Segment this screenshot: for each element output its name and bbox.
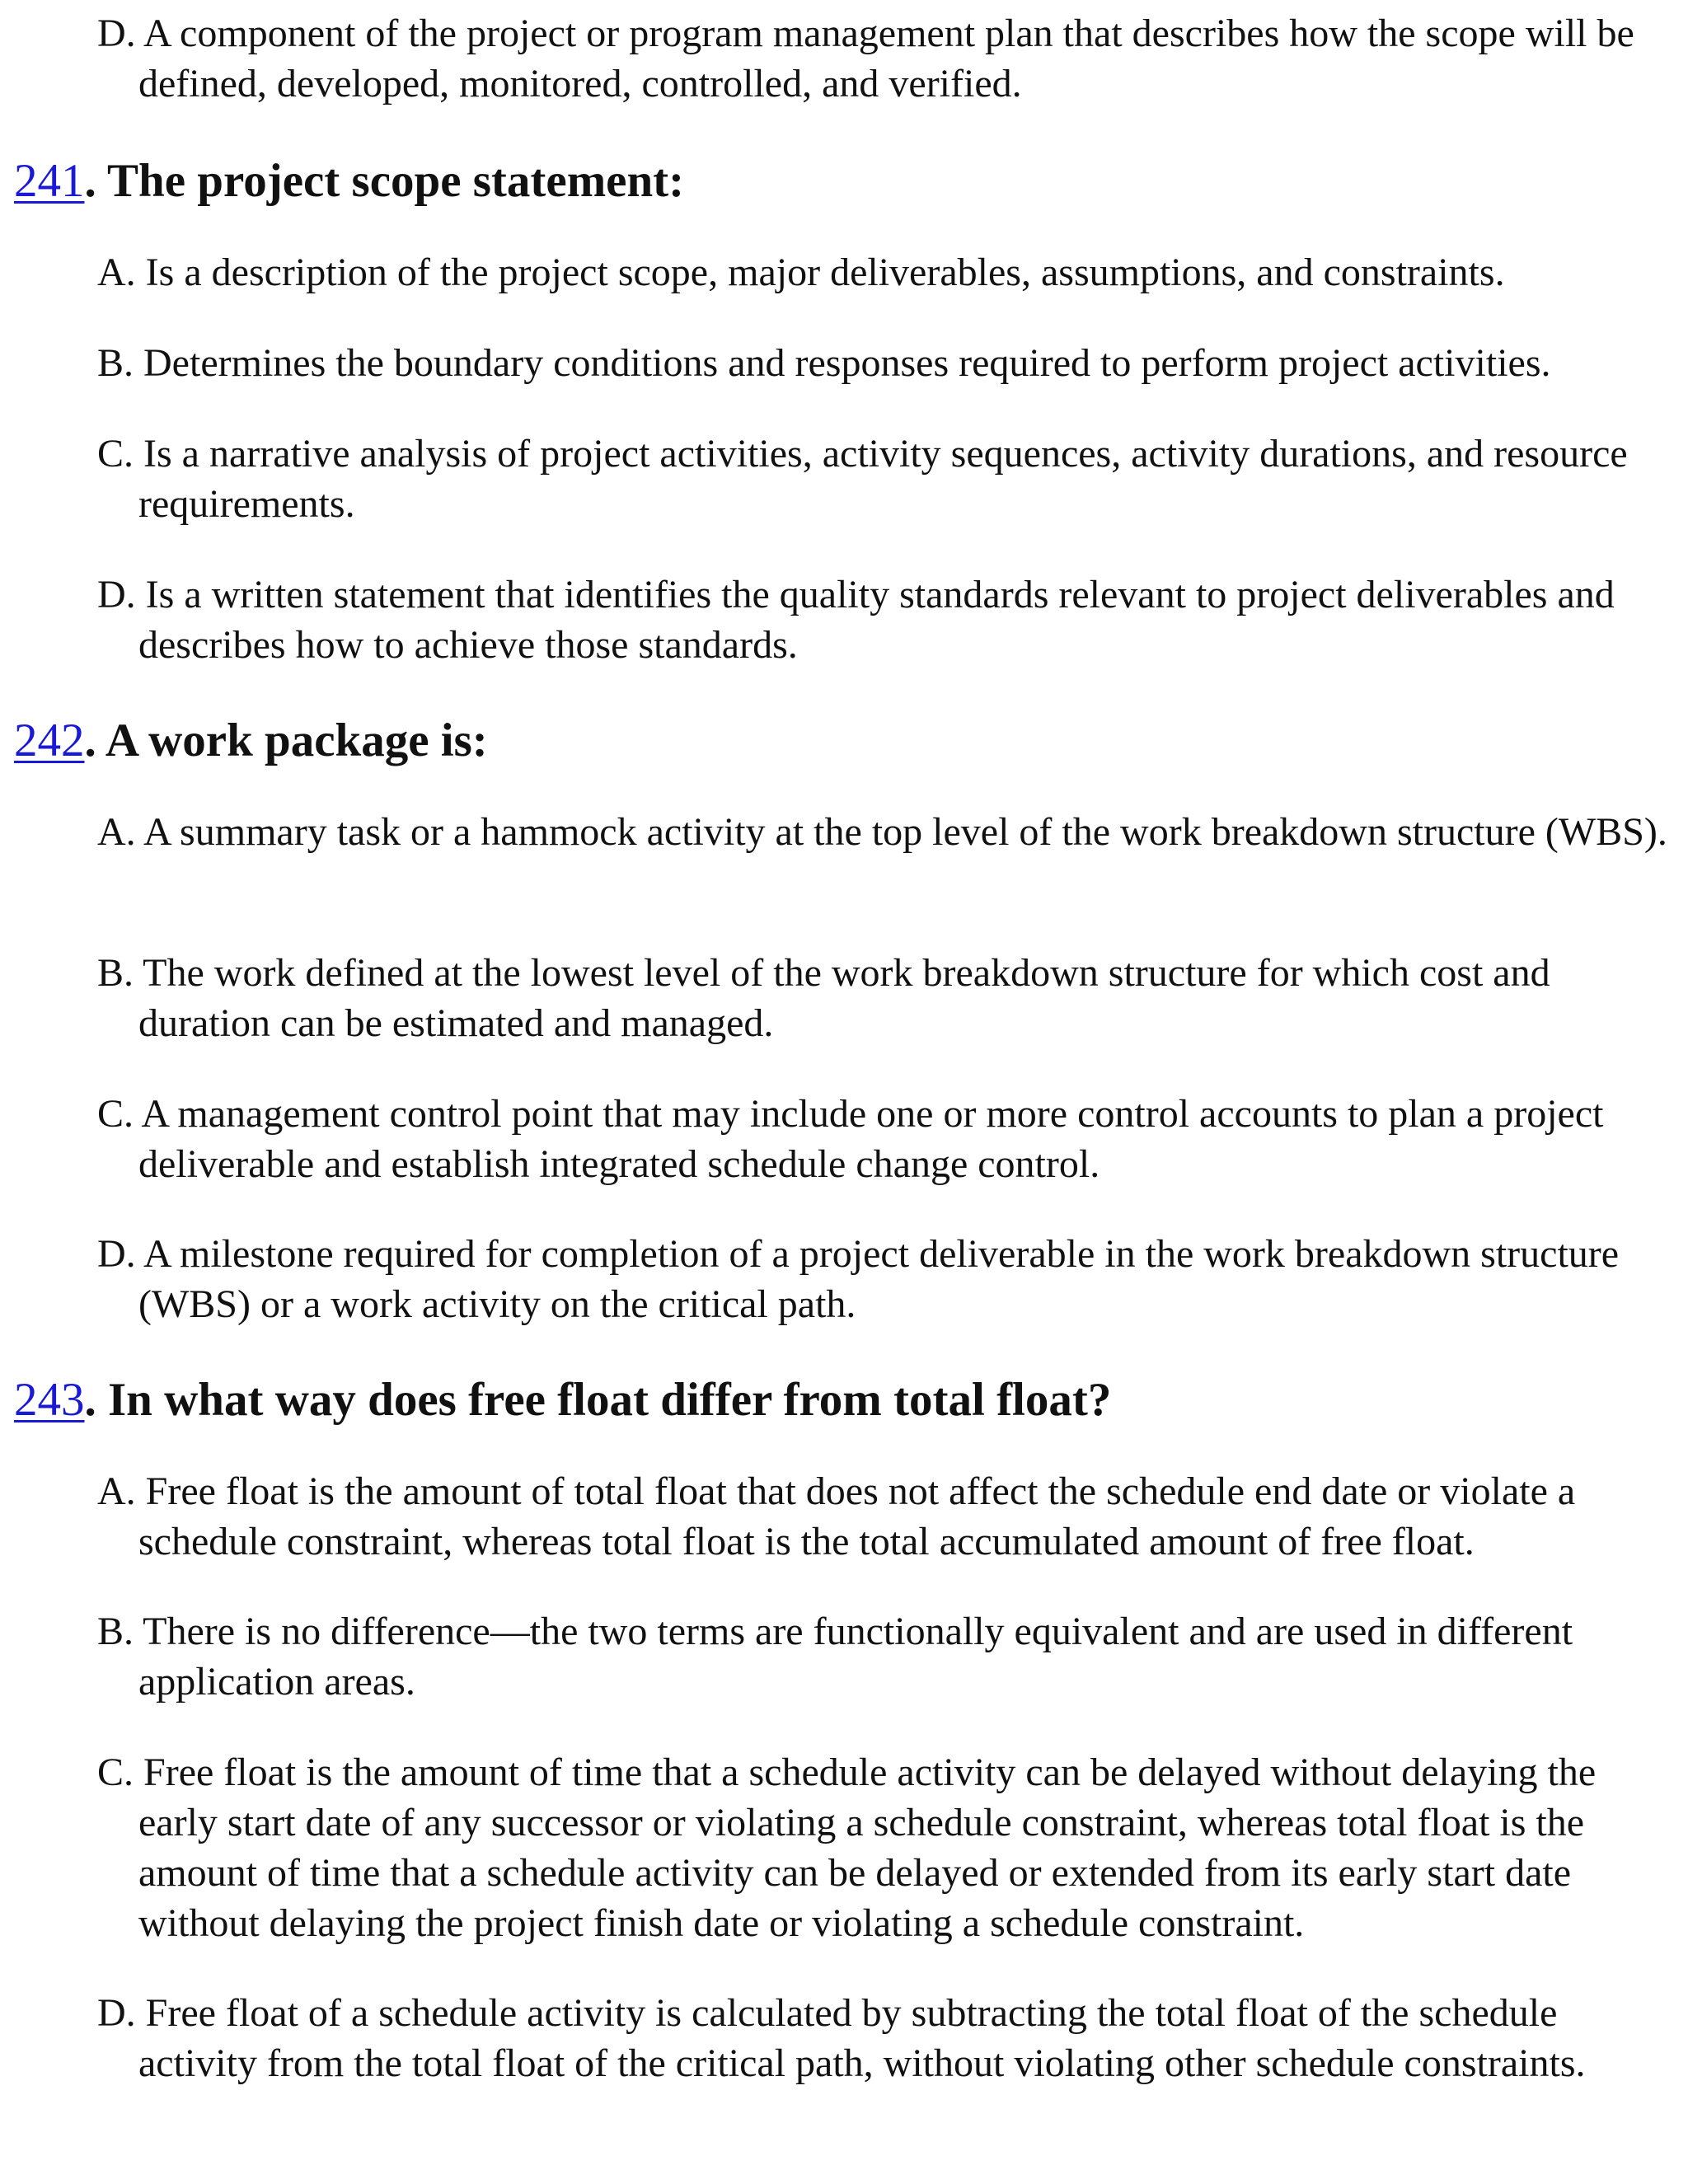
option-letter: D. [97, 573, 136, 616]
q242-option-b [97, 948, 1680, 1048]
option-letter: D. [97, 1232, 136, 1276]
question-242-link[interactable]: 242 [14, 715, 85, 766]
option-text: A milestone required for completion of a project deliverable in the work breakdown structure (WBS) or a work activity on the critical path. [138, 1232, 1620, 1326]
q241-option-d [97, 569, 1680, 670]
option-letter: D. [97, 12, 136, 55]
q243-option-d [97, 1988, 1680, 2088]
q243-option-a [97, 1466, 1680, 1567]
question-241-title [14, 153, 684, 209]
option-letter: B. [97, 951, 134, 995]
option-text: A management control point that may include one or more control accounts to plan a project deliverable and establish integrated schedule change control. [138, 1092, 1604, 1186]
option-text: Free float is the amount of time that a schedule activity can be delayed without delaying the early start date of any successor or violating a schedule constraint, whereas total float is the amount of time that a schedule activity can be delayed or extended from its early start date without delaying the project finish date or violating a schedule constraint. [138, 1750, 1597, 1945]
option-text: A summary task or a hammock activity at the top level of the work breakdown structure (WBS). [143, 810, 1667, 854]
option-letter: D. [97, 1991, 136, 2035]
question-242-title [14, 713, 488, 769]
option-text: The work defined at the lowest level of the work breakdown structure for which cost and duration can be estimated and managed. [138, 951, 1550, 1045]
option-text: Free float is the amount of total float that does not affect the schedule end date or violate a schedule constraint, whereas total float is the total accumulated amount of free float. [138, 1469, 1576, 1563]
option-text: There is no difference—the two terms are functionally equivalent and are used in different application areas. [138, 1610, 1573, 1704]
question-243-link[interactable]: 243 [14, 1374, 85, 1426]
option-letter: C. [97, 432, 134, 476]
q241-option-a [97, 247, 1680, 298]
q243-option-b [97, 1606, 1680, 1707]
question-243-text: . In what way does free float differ from total float? [84, 1374, 1112, 1426]
option-letter: A. [97, 1469, 136, 1513]
q242-option-d [97, 1229, 1680, 1329]
q240-option-d [97, 8, 1680, 109]
option-text: Determines the boundary conditions and responses required to perform project activities. [143, 341, 1551, 385]
option-letter: C. [97, 1092, 134, 1136]
q241-option-c [97, 429, 1680, 529]
option-letter: A. [97, 810, 136, 854]
option-letter: C. [97, 1750, 134, 1794]
option-letter: B. [97, 341, 134, 385]
option-text: Is a narrative analysis of project activities, activity sequences, activity durations, and resource requirements. [138, 432, 1628, 526]
q241-option-b [97, 338, 1680, 388]
option-text: A component of the project or program management plan that describes how the scope will be defined, developed, monitored, controlled, and verified. [138, 12, 1634, 105]
option-letter: B. [97, 1610, 134, 1653]
q242-option-a [97, 807, 1680, 857]
question-243-title [14, 1372, 1111, 1428]
question-242-text: . A work package is: [84, 715, 488, 766]
option-text: Is a written statement that identifies the quality standards relevant to project deliverables and describes how to achieve those standards. [138, 573, 1615, 667]
option-text: Is a description of the project scope, major deliverables, assumptions, and constraints. [145, 251, 1505, 294]
q242-option-c [97, 1089, 1680, 1189]
q243-option-c [97, 1747, 1680, 1948]
option-text: Free float of a schedule activity is calculated by subtracting the total float of the schedule activity from the total float of the critical path, without violating other schedule constraints. [138, 1991, 1586, 2085]
option-letter: A. [97, 251, 136, 294]
question-241-text: . The project scope statement: [84, 155, 685, 207]
question-241-link[interactable]: 241 [14, 155, 85, 207]
